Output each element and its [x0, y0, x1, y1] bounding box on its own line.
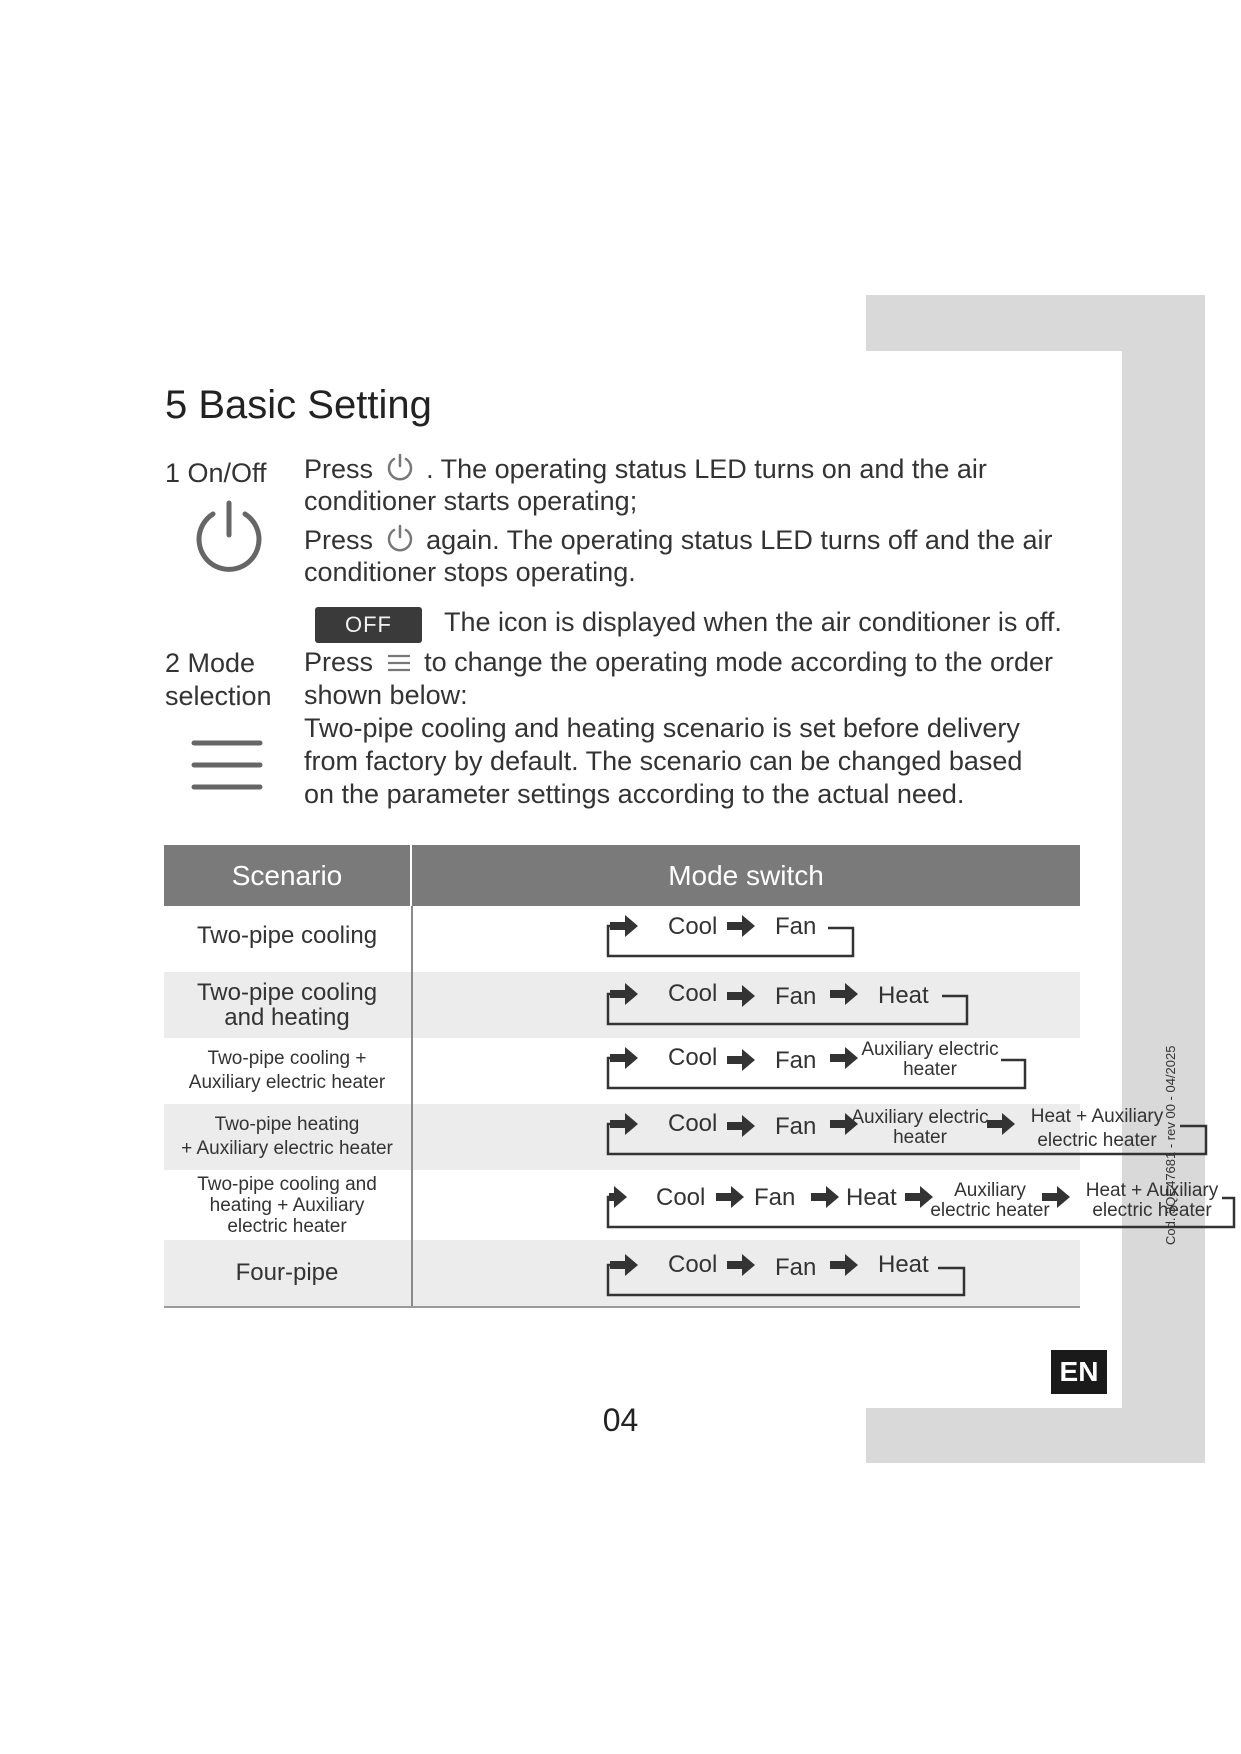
mode-fan: Fan — [775, 913, 817, 940]
mode-flow — [576, 906, 1236, 966]
arrow-icon — [610, 983, 638, 1005]
arrow-icon — [811, 1186, 839, 1208]
mode-fan: Fan — [754, 1184, 796, 1211]
scenario-cell — [164, 1104, 410, 1170]
power-icon — [385, 452, 415, 482]
page-number: 04 — [602, 1402, 639, 1438]
table-bottom-rule — [164, 1306, 1080, 1308]
onoff-line-3 — [304, 523, 1052, 557]
table-row — [164, 1170, 1219, 1240]
mode-label-2: selection — [165, 681, 272, 711]
scenario-text: heating + Auxiliary — [209, 1194, 365, 1216]
power-icon — [189, 497, 269, 577]
onoff-line-2: conditioner starts operating; — [304, 486, 638, 516]
off-badge: OFF — [315, 607, 422, 643]
mode-fan: Fan — [775, 1113, 817, 1140]
mode-flow — [576, 1104, 1236, 1170]
mode-line-3: Two-pipe cooling and heating scenario is set before delivery — [304, 713, 1020, 743]
arrow-icon — [727, 1115, 755, 1137]
menu-icon — [190, 737, 264, 793]
arrow-icon — [727, 985, 755, 1007]
mode-flow — [576, 1240, 1236, 1306]
mode-heat-auxiliary: Heat + Auxiliary electric heater — [1030, 1106, 1164, 1151]
mode-auxiliary-electric-heater: Auxiliary electric heater — [851, 1107, 989, 1148]
arrow-icon — [727, 1049, 755, 1071]
menu-icon — [385, 651, 413, 675]
arrow-icon — [830, 1254, 858, 1276]
onoff-line-1-text: . The operating status LED turns on and the air — [426, 454, 987, 484]
mode-flow — [576, 1038, 1236, 1104]
mode-line-5: on the parameter settings according to the actual need. — [304, 779, 965, 809]
onoff-label: 1 On/Off — [165, 458, 267, 488]
scenario-text: and heating — [224, 1004, 350, 1031]
mode-cool: Cool — [668, 1044, 718, 1071]
off-description: The icon is displayed when the air conditioner is off. — [444, 607, 1062, 637]
arrow-icon — [610, 1254, 638, 1276]
header-mode-switch: Mode switch — [668, 859, 824, 891]
mode-heat: Heat — [846, 1184, 897, 1211]
mode-line-4: from factory by default. The scenario can be changed based — [304, 746, 1023, 776]
table-row — [164, 1104, 1164, 1170]
mode-cool: Cool — [668, 913, 718, 940]
arrow-icon — [610, 1113, 638, 1135]
arrow-icon — [727, 1254, 755, 1276]
arrow-icon — [830, 983, 858, 1005]
scenario-cell — [164, 1240, 410, 1306]
header-scenario: Scenario — [231, 859, 343, 891]
scenario-text: Two-pipe cooling and — [197, 1173, 377, 1195]
table-row — [164, 906, 1080, 966]
arrow-icon — [609, 1186, 627, 1208]
mode-heat: Heat — [878, 1251, 929, 1278]
scenario-text: Auxiliary electric heater — [188, 1072, 386, 1093]
arrow-icon — [727, 915, 755, 937]
onoff-line-3-text: again. The operating status LED turns off and the air — [426, 525, 1053, 555]
mode-line-1 — [304, 646, 1053, 679]
scenario-cell — [164, 906, 410, 966]
arrow-icon — [987, 1113, 1015, 1135]
mode-line-1-text: to change the operating mode according to the order — [424, 647, 1053, 677]
arrow-icon — [830, 1047, 858, 1069]
arrow-icon — [610, 915, 638, 937]
table-row — [164, 1038, 1080, 1104]
scenario-text: Two-pipe cooling + — [207, 1048, 367, 1069]
press-text: Press — [304, 454, 374, 484]
mode-label-1: 2 Mode — [165, 648, 256, 678]
onoff-line-4: conditioner stops operating. — [304, 557, 636, 587]
mode-fan: Fan — [775, 983, 817, 1010]
table-header — [164, 845, 1080, 906]
mode-heat: Heat — [878, 982, 929, 1009]
scenario-text: Four-pipe — [235, 1259, 339, 1286]
scenario-cell — [164, 1038, 410, 1104]
language-badge: EN — [1051, 1350, 1107, 1394]
mode-auxiliary-electric-heater: Auxiliary electric heater — [861, 1039, 999, 1080]
document-code: Cod. 3QE47681 - rev 00 - 04/2025 — [1163, 1045, 1178, 1245]
mode-cool: Cool — [668, 1251, 718, 1278]
scenario-text: Two-pipe heating — [214, 1114, 360, 1135]
press-text: Press — [304, 525, 374, 555]
scenario-text: Two-pipe cooling — [196, 922, 378, 949]
mode-heat-auxiliary: Heat + Auxiliary electric heater — [1085, 1180, 1219, 1221]
mode-fan: Fan — [775, 1047, 817, 1074]
mode-flow — [576, 972, 1236, 1038]
mode-cool: Cool — [656, 1184, 706, 1211]
arrow-icon — [716, 1186, 744, 1208]
scenario-cell — [164, 1170, 410, 1240]
scenario-text: Two-pipe cooling — [196, 979, 378, 1006]
column-divider — [411, 906, 413, 1307]
table-row — [164, 972, 1080, 1038]
mode-auxiliary-electric-heater: Auxiliary electric heater — [930, 1180, 1050, 1221]
section-title: 5 Basic Setting — [165, 383, 432, 427]
mode-fan: Fan — [775, 1254, 817, 1281]
mode-flow — [576, 1170, 1236, 1240]
table-row — [164, 1240, 1080, 1306]
arrow-icon — [610, 1047, 638, 1069]
scenario-text: electric heater — [227, 1215, 347, 1237]
power-icon — [385, 523, 415, 553]
mode-cool: Cool — [668, 980, 718, 1007]
scenario-cell — [164, 972, 410, 1038]
press-text: Press — [304, 647, 374, 677]
onoff-line-1 — [304, 452, 987, 486]
scenario-text: + Auxiliary electric heater — [181, 1138, 393, 1159]
mode-cool: Cool — [668, 1110, 718, 1137]
mode-line-2: shown below: — [304, 680, 468, 710]
